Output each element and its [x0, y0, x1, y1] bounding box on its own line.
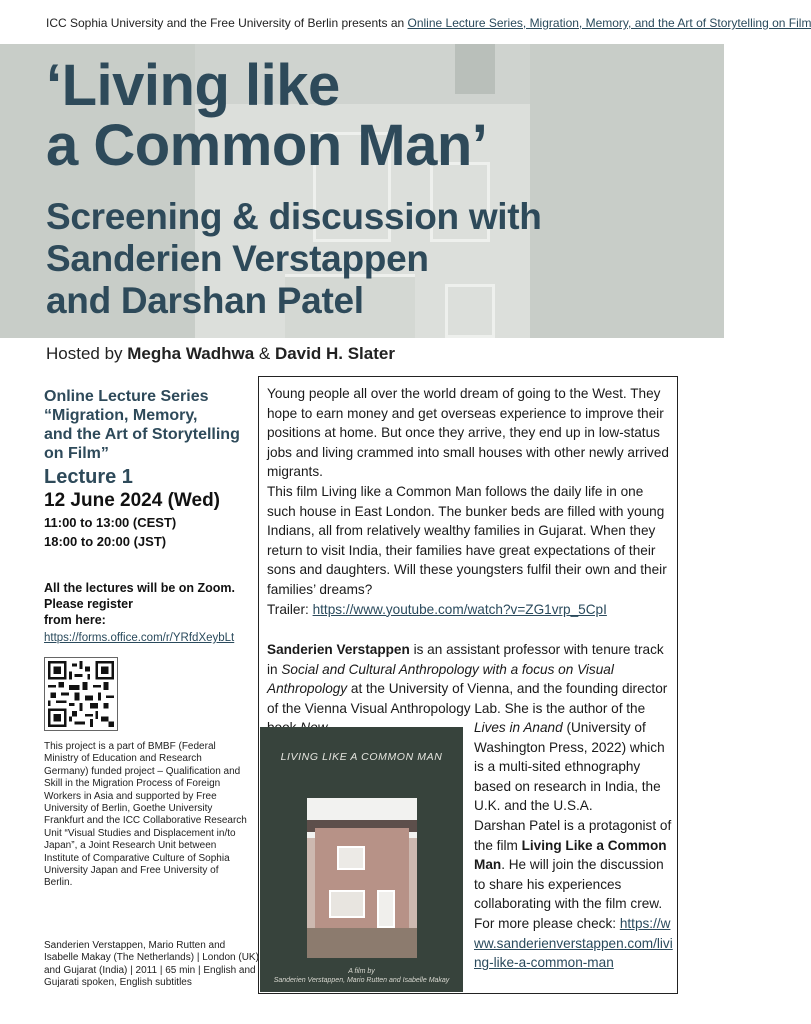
university-link[interactable]: University of Vienna — [388, 681, 510, 697]
hosted-amp: & — [254, 344, 275, 363]
presenter-text: ICC Sophia University and the Free University of Berlin presents an — [46, 16, 408, 30]
poster-credit — [260, 967, 463, 985]
host-1: Megha Wadhwa — [127, 344, 255, 363]
poster-credit-line: Sanderien Verstappen, Mario Rutten and Isabelle Makay — [273, 977, 450, 984]
series-line: Online Lecture Series — [44, 388, 209, 405]
synopsis-paragraph-1: Young people all over the world dream of going to the West. They hope to earn money and get overseas experience to improve their positions at home. But once they arrive, they end up in low-status jobs and living crammed into small houses with other newly arrived migrants. — [267, 386, 669, 480]
lab-link[interactable]: Vienna Visual Anthropology Lab — [304, 700, 498, 716]
bio-text: , and the founding director of the — [267, 681, 668, 716]
speaker-name: Sanderien Verstappen — [267, 642, 410, 657]
poster-house-photo — [307, 798, 417, 958]
series-line: and the Art of Storytelling — [44, 426, 240, 443]
darshan-text: Darshan Patel is a protagonist of the film — [474, 817, 672, 853]
hosted-prefix: Hosted by — [46, 344, 128, 363]
event-date: 12 June 2024 (Wed) — [44, 490, 221, 511]
registration-note — [44, 580, 249, 628]
poster-title: LIVING LIKE A COMMON MAN — [280, 751, 443, 763]
poster-credit-line: A film by — [348, 968, 375, 975]
bio-text: (University of Washington Press, 2022) which is a multi-sited ethnography based on research in India, the U.K. and the U.S.A. — [474, 720, 665, 814]
series-link[interactable]: Online Lecture Series, Migration, Memory, and the Art of Storytelling on Film — [407, 16, 811, 30]
film-synopsis — [267, 384, 672, 619]
lecture-number: Lecture 1 — [44, 466, 133, 488]
trailer-link[interactable]: https://www.youtube.com/watch?v=ZG1vrp_5CpI — [312, 601, 607, 617]
trailer-label: Trailer: — [267, 601, 313, 617]
event-info — [44, 387, 249, 551]
hosted-by — [46, 344, 395, 364]
subtitle-line-1: Screening & discussion with — [46, 196, 542, 237]
bio-text: at the — [347, 681, 389, 697]
subtitle-line-3: and Darshan Patel — [46, 280, 364, 321]
registration-line: All the lectures will be on Zoom. — [44, 581, 235, 595]
top-banner-line — [46, 16, 811, 30]
bio-continued — [474, 718, 674, 973]
darshan-text: . He will join the discussion to share his experiences collaborating with the film crew. — [474, 857, 664, 912]
project-funding-note: This project is a part of BMBF (Federal Ministry of Education and Research Germany) funded project – Qualification and Skill in the Migration Process of Foreign Workers in Asia and supported by Free University of Berlin, Goethe University Frankfurt and the ICC Collaborative Research Unit “Visual Studies and Displacement in/to Japan”, a Joint Research Unit between Institute of Comparative Culture of Sophia University Japan and Free University of Berlin. — [44, 741, 247, 889]
book-link-part-2[interactable]: Lives in Anand — [474, 720, 563, 735]
host-2: David H. Slater — [274, 344, 395, 363]
registration-line: from here: — [44, 613, 106, 627]
trailer-line — [267, 600, 672, 620]
registration-line: Please register — [44, 597, 133, 611]
title-line-1: ‘Living like — [46, 53, 340, 118]
page-subtitle — [46, 196, 542, 322]
series-line: “Migration, Memory, — [44, 407, 198, 424]
film-title-bold: Living Like a Common Man — [474, 837, 667, 873]
title-line-2: a Common Man’ — [46, 113, 488, 178]
speaker-field: Social and Cultural Anthropology with a focus on Visual Anthropology — [267, 661, 614, 697]
synopsis-paragraph-2: This film Living like a Common Man follows the daily life in one such house in East London. The bunker beds are filled with young Indians, all from relatively wealthy families in Gujarat. When they return to visit India, their families have great expectations of their sons and daughters. Will these youngsters fulfil their own and their families’ dreams? — [267, 483, 667, 597]
time-jst: 18:00 to 20:00 (JST) — [44, 534, 167, 549]
more-info-label: For more please check: — [474, 915, 620, 931]
subtitle-line-2: Sanderien Verstappen — [46, 238, 429, 279]
page-title — [46, 53, 488, 178]
more-info-link[interactable]: https://www.sanderienverstappen.com/living-like-a-common-man — [474, 915, 673, 971]
series-heading — [44, 387, 249, 463]
film-credits: Sanderien Verstappen, Mario Rutten and Isabelle Makay (The Netherlands) | London (UK) and Gujarat (India) | 2011 | 65 min | English and Gujarati spoken, English subtitles — [44, 940, 259, 989]
registration-link[interactable]: https://forms.office.com/r/YRfdXeybLt — [44, 632, 235, 644]
series-line: on Film” — [44, 445, 109, 462]
film-poster — [260, 727, 463, 992]
bio-text: . She is the author of the — [497, 700, 646, 716]
time-cest: 11:00 to 13:00 (CEST) — [44, 515, 177, 530]
qr-code[interactable] — [44, 657, 118, 731]
bio-text: is an assistant professor with tenure track in — [267, 642, 664, 677]
